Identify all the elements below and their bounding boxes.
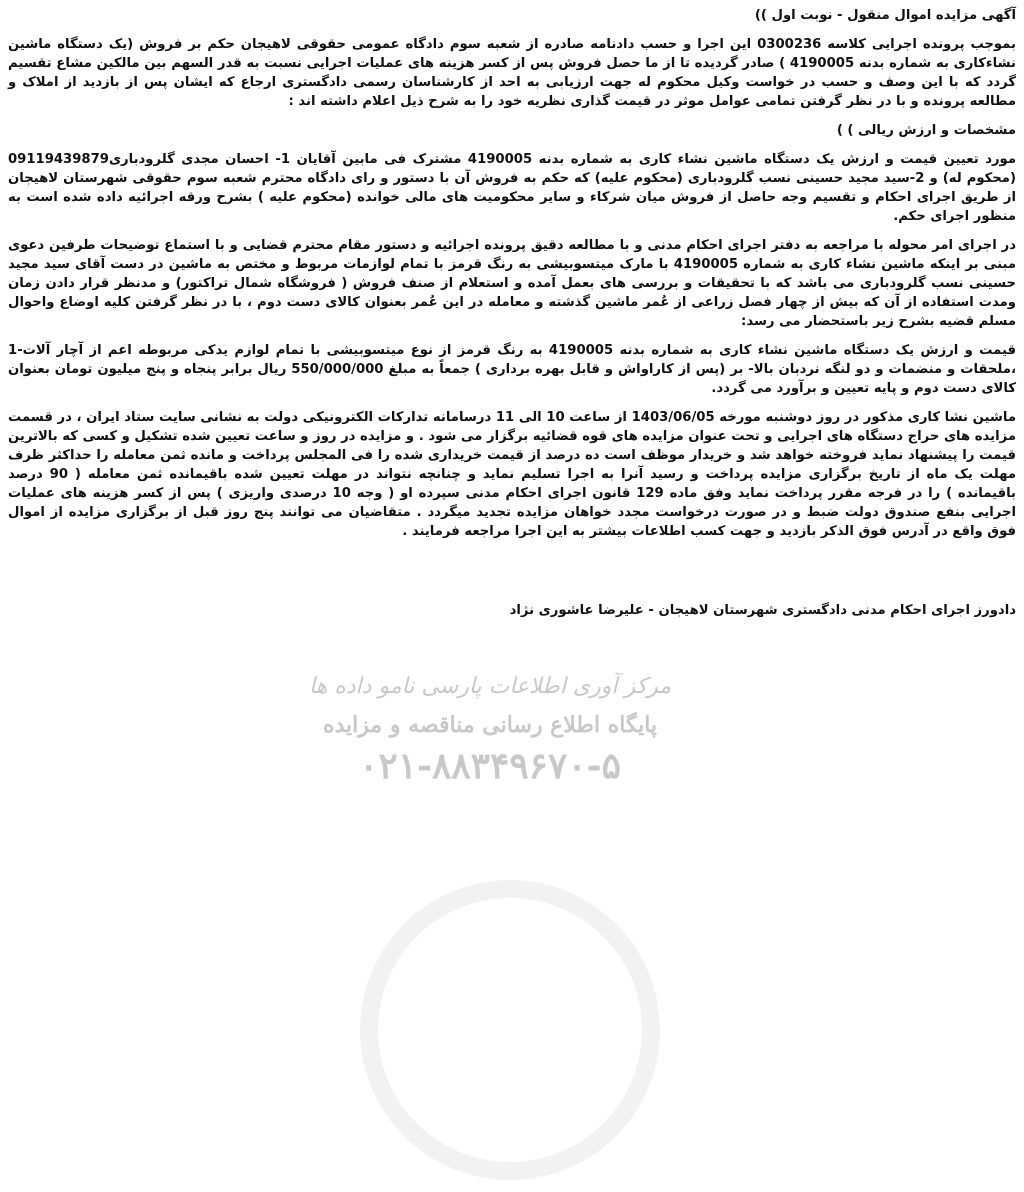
notice-intro-paragraph: بموجب پرونده اجرایی کلاسه 0300236 این اجرا و حسب دادنامه صادره از شعبه سوم دادگاه عمومی حقوقی لاهیجان حکم بر فروش (یک دستگاه ماشین نشاءکاری به شماره بدنه 4190005 ) صادر گردیده تا از ما حصل فروش پس از کسر هزینه های عملیات اجرایی نسبت به قدر السهم بین مالکین مشاع تقسیم گردد که با این وصف و حسب در خواست وکیل محکوم له جهت ارزیابی به احد از کارشناسان رسمی دادگستری ارجاع که ایشان پس از بازدید از املاک و مطالعه پرونده و با در نظر گرفتن تمامی عوامل موثر در قیمت گذاری نظریه خود را به شرح ذیل اعلام داشته اند : <box>8 37 1016 109</box>
signature: دادورز اجرای احکام مدنی دادگستری شهرستان لاهیجان - علیرضا عاشوری نژاد <box>509 603 1016 618</box>
notice-title: آگهی مزایده اموال منقول - نوبت اول )) <box>754 8 1016 23</box>
watermark-line-portal: پایگاه اطلاع رسانی مناقصه و مزایده <box>322 712 658 738</box>
watermark-line-phone: ۰۲۱-۸۸۳۴۹۶۷۰-۵ <box>359 745 621 787</box>
auction-notice <box>8 6 1016 620</box>
auction-terms-paragraph: ماشین نشا کاری مذکور در روز دوشنبه مورخه 1403/06/05 از ساعت 10 الی 11 درسامانه تدارکات الکترونیکی دولت به نشانی سایت ستاد ایران ، در قسمت مزایده های حراج دستگاه های اجرایی و تحت عنوان مزایده های قوه قضائیه برگزار می شود . و مزایده در روز و ساعت تعیین شده تشکیل و کسی که بالاترین قیمت را پیشنهاد نماید فروخته خواهد شد و خریدار موظف است ده درصد از قیمت خریداری شده را فی المجلس پرداخت و مانده ثمن معامله را حداکثر ظرف مهلت یک ماه از تاریخ برگزاری مزایده پرداخت و رسید آنرا به اجرا تسلیم نماید و چنانچه نتواند در مهلت تعیین شده باقیمانده ثمن معامله ( 90 درصد باقیمانده ) را در فرجه مقرر پرداخت نماید وفق ماده 129 قانون اجرای احکام مدنی سپرده او ( وجه 10 درصدی واریزی ) پس از کسر هزینه های عملیات اجرایی بنفع صندوق دولت ضبط و در صورت درخواست مجدد خواهان مزایده تجدید میگردد . متقاضیان می توانند پنج روز قبل از برگزاری مزایده از اموال فوق واقع در آدرس فوق الذکر بازدید و جهت کسب اطلاعات بیشتر به این اجرا مراجعه فرمایند . <box>8 410 1016 539</box>
inspection-paragraph: در اجرای امر محوله با مراجعه به دفتر اجرای احکام مدنی و با مطالعه دقیق پرونده اجرائیه و دستور مقام محترم قضایی و با استماع توضیحات طرفین دعوی مبنی بر اینکه ماشین نشاء کاری به شماره 4190005 با مارک میتسوبیشی به رنگ قرمز با تمام لوازمات مربوط و مختص به ماشین در دست آقای سید مجید حسینی نسب گلرودباری می باشد که با تحقیقات و بررسی های بعمل آمده و استعلام از صنف فروش ( فروشگاه شمال تراکتور) و مدنظر قرار دادن زمان ومدت استفاده از آن که بیش از چهار فصل زراعی از عُمر ماشین گذشته و معامله در این عُمر بعنوان کالای دست دوم ، با در نظر گرفتن کلیه اوضاع واحوال مسلم قضیه بشرح زیر باستحضار می رسد: <box>8 238 1017 329</box>
valuation-subject-paragraph: مورد تعیین قیمت و ارزش یک دستگاه ماشین نشاء کاری به شماره بدنه 4190005 مشترک فی مابین آقایان 1- احسان مجدی گلرودباری09119439879 (محکوم له) و 2-سید مجید حسینی نسب گلرودباری (محکوم علیه) که حکم به فروش آن با دستور و رای دادگاه محترم شعبه سوم حقوقی شهرستان لاهیجان از طریق اجرای احکام و تقسیم وجه حاصل از فروش میان شرکاء و سایر محکومیت های مالی خوانده (محکوم علیه ) بشرح ورقه اجرائیه داده شده است به منظور اجرای حکم. <box>8 152 1016 224</box>
specs-heading: مشخصات و ارزش ریالی ) ) <box>836 123 1016 138</box>
price-paragraph: قیمت و ارزش یک دستگاه ماشین نشاء کاری به شماره بدنه 4190005 به رنگ قرمز از نوع میتسوبیشی با تمام لوازم یدکی مربوطه اعم از آچار آلات-1 ،ملحقات و منضمات و دو لنگه نردبان بالا- بر (پس از کاراواش و قابل بهره برداری ) جمعاً به مبلغ 550/000/000 ریال برابر پنجاه و پنج میلیون تومان بعنوان کالای دست دوم و پایه تعیین و برآورد می گردد. <box>8 343 1016 396</box>
watermark <box>290 670 690 788</box>
watermark-line-company: مرکز آوری اطلاعات پارسی نامو داده ها <box>308 674 672 699</box>
